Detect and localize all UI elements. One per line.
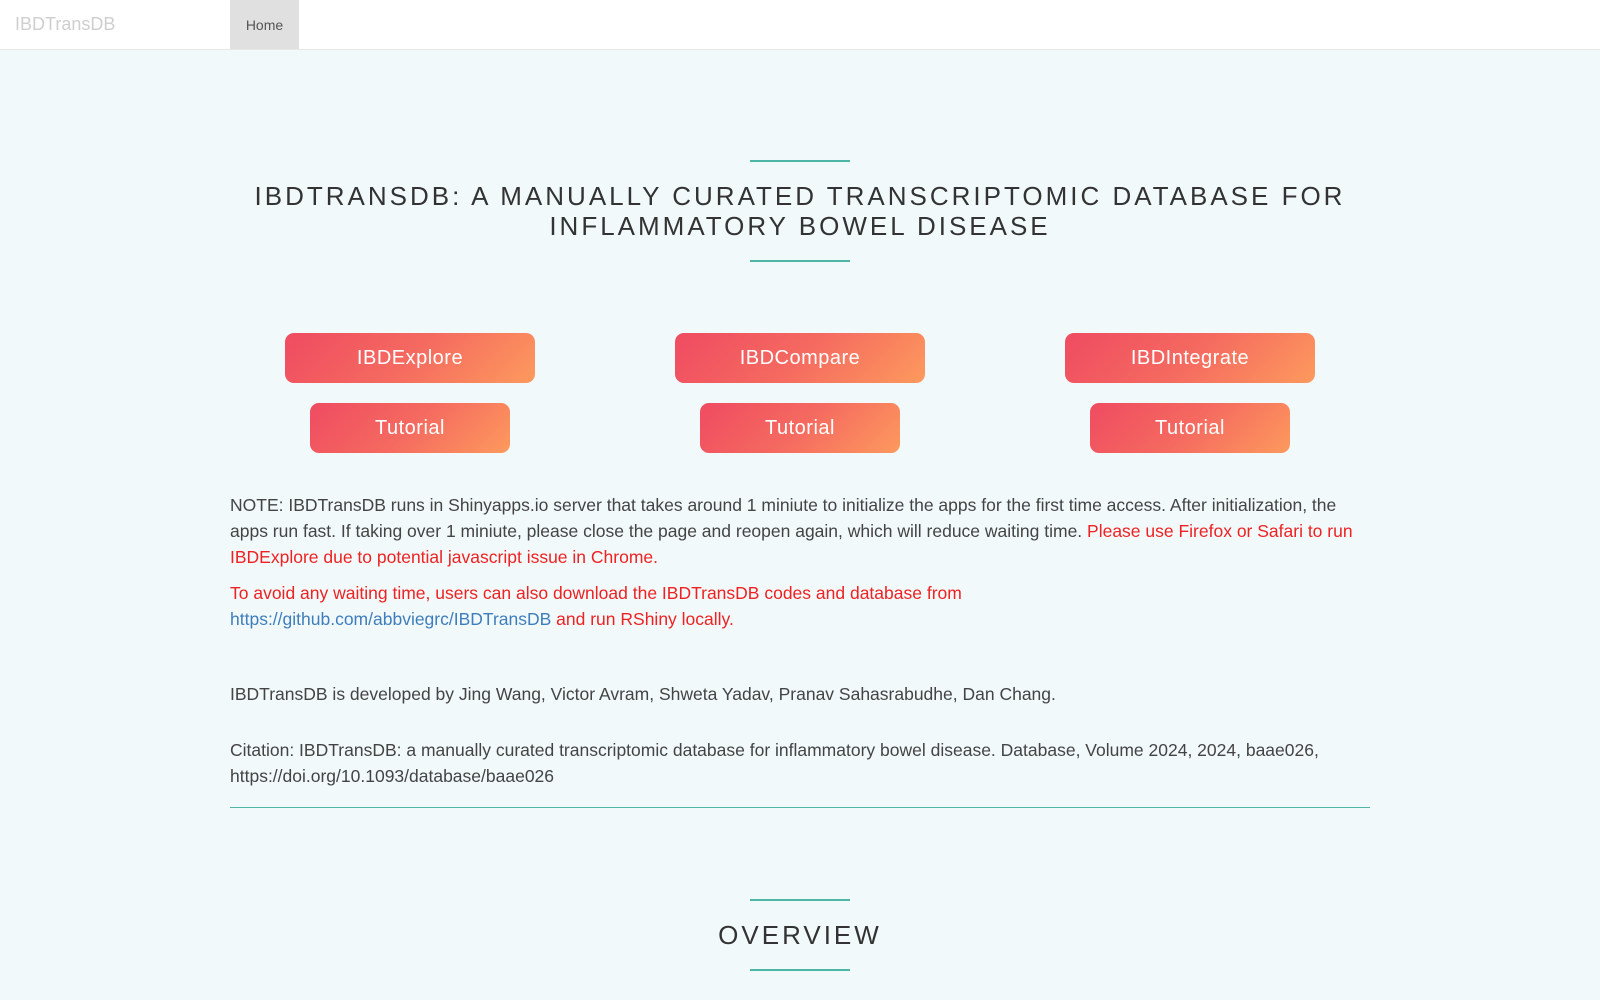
brand-link[interactable]: IBDTransDB <box>15 14 116 34</box>
page-title-line2: INFLAMMATORY BOWEL DISEASE <box>549 211 1051 241</box>
citation-text: Citation: IBDTransDB: a manually curated transcriptomic database for inflammatory bowel disease. Database, Volume 2024, 2024, baae026, https://doi.org/10.1093/database/baae026 <box>230 740 1319 786</box>
nav-tab-home[interactable]: Home <box>230 0 299 49</box>
overview-heading: OVERVIEW <box>718 920 882 950</box>
title-rule-bottom <box>750 260 850 262</box>
citation-section <box>230 737 1370 789</box>
navbar <box>0 0 1600 50</box>
page-title-line1: IBDTRANSDB: A MANUALLY CURATED TRANSCRIPTOMIC DATABASE FOR <box>254 181 1346 211</box>
title-rule-top <box>750 160 850 162</box>
download-section <box>230 580 1370 632</box>
ibdexplore-tutorial-button[interactable]: Tutorial <box>310 403 510 453</box>
section-divider <box>230 807 1370 808</box>
note-text: NOTE: IBDTransDB runs in Shinyapps.io server that takes around 1 miniute to initialize the apps for the first time access. After initialization, the apps run fast. If taking over 1 miniute, please close the page and reopen again, which will reduce waiting time. <box>230 495 1337 541</box>
note-paragraph <box>230 492 1370 570</box>
page-title <box>230 181 1370 241</box>
note-section <box>230 492 1370 570</box>
ibdcompare-button[interactable]: IBDCompare <box>675 333 925 383</box>
developers-section <box>230 681 1370 707</box>
developers-text: IBDTransDB is developed by Jing Wang, Victor Avram, Shweta Yadav, Pranav Sahasrabudhe, Dan Chang. <box>230 684 1056 704</box>
download-text-after: and run RShiny locally. <box>551 609 734 629</box>
download-text: To avoid any waiting time, users can also download the IBDTransDB codes and database from <box>230 583 962 603</box>
ibdcompare-tutorial-button[interactable]: Tutorial <box>700 403 900 453</box>
overview-rule-top <box>750 899 850 901</box>
github-link[interactable]: https://github.com/abbviegrc/IBDTransDB <box>230 609 552 629</box>
overview-rule-bottom <box>750 969 850 971</box>
download-paragraph <box>230 580 1370 632</box>
browser-warning: Please use Firefox or Safari to run IBDExplore due to potential javascript issue in Chrome. <box>230 521 1353 567</box>
ibdintegrate-tutorial-button[interactable]: Tutorial <box>1090 403 1290 453</box>
overview-heading-wrap <box>230 920 1370 950</box>
ibdintegrate-button[interactable]: IBDIntegrate <box>1065 333 1315 383</box>
ibdexplore-button[interactable]: IBDExplore <box>285 333 535 383</box>
